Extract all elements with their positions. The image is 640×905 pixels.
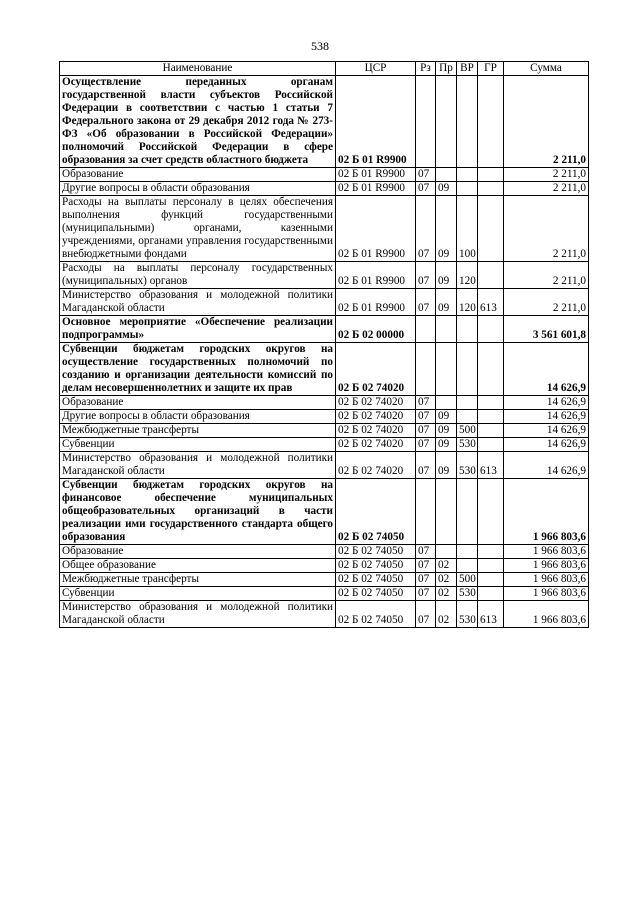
table-row (60, 479, 589, 545)
table-body (60, 76, 589, 628)
cell-vr (457, 316, 478, 343)
cell-name: Образование (60, 396, 336, 410)
cell-csr: 02 Б 02 00000 (336, 316, 416, 343)
cell-rz: 07 (416, 559, 436, 573)
cell-sum: 14 626,9 (504, 343, 589, 396)
cell-pr: 02 (436, 559, 457, 573)
budget-table (59, 61, 589, 628)
cell-csr: 02 Б 01 R9900 (336, 289, 416, 316)
cell-name: Межбюджетные трансферты (60, 573, 336, 587)
cell-pr: 09 (436, 424, 457, 438)
cell-rz (416, 76, 436, 168)
cell-gr (478, 410, 504, 424)
cell-gr (478, 196, 504, 262)
cell-pr: 09 (436, 262, 457, 289)
cell-sum: 14 626,9 (504, 424, 589, 438)
cell-pr: 09 (436, 438, 457, 452)
cell-sum: 14 626,9 (504, 410, 589, 424)
cell-pr (436, 545, 457, 559)
cell-gr (478, 424, 504, 438)
cell-csr: 02 Б 01 R9900 (336, 262, 416, 289)
cell-pr (436, 168, 457, 182)
cell-name: Другие вопросы в области образования (60, 410, 336, 424)
cell-gr (478, 262, 504, 289)
table-row (60, 168, 589, 182)
column-header-rz: Рз (416, 62, 436, 76)
cell-vr: 530 (457, 601, 478, 628)
cell-vr: 500 (457, 424, 478, 438)
table-row (60, 396, 589, 410)
table-row (60, 601, 589, 628)
cell-rz (416, 479, 436, 545)
cell-csr: 02 Б 02 74050 (336, 573, 416, 587)
cell-name: Межбюджетные трансферты (60, 424, 336, 438)
cell-name: Субвенции (60, 587, 336, 601)
cell-gr (478, 479, 504, 545)
cell-gr: 613 (478, 601, 504, 628)
cell-gr (478, 182, 504, 196)
cell-sum: 2 211,0 (504, 289, 589, 316)
cell-pr (436, 479, 457, 545)
cell-pr: 02 (436, 601, 457, 628)
cell-vr (457, 545, 478, 559)
table-row (60, 182, 589, 196)
cell-csr: 02 Б 02 74050 (336, 587, 416, 601)
table-row (60, 424, 589, 438)
cell-gr (478, 168, 504, 182)
table-row (60, 76, 589, 168)
cell-rz: 07 (416, 601, 436, 628)
cell-rz (416, 343, 436, 396)
cell-name: Основное мероприятие «Обеспечение реализации подпрограммы» (60, 316, 336, 343)
cell-rz: 07 (416, 424, 436, 438)
cell-vr: 120 (457, 289, 478, 316)
cell-vr (457, 410, 478, 424)
cell-gr (478, 573, 504, 587)
cell-rz: 07 (416, 587, 436, 601)
cell-rz: 07 (416, 545, 436, 559)
cell-gr (478, 587, 504, 601)
cell-csr: 02 Б 01 R9900 (336, 182, 416, 196)
cell-gr (478, 316, 504, 343)
cell-name: Министерство образования и молодежной политики Магаданской области (60, 452, 336, 479)
table-row (60, 410, 589, 424)
cell-pr: 09 (436, 182, 457, 196)
cell-gr (478, 559, 504, 573)
table-row (60, 438, 589, 452)
cell-name: Субвенции бюджетам городских округов на финансовое обеспечение муниципальных общеобразовательных организаций в части реализации ими государственного стандарта общего образования (60, 479, 336, 545)
cell-sum: 1 966 803,6 (504, 545, 589, 559)
cell-gr (478, 76, 504, 168)
cell-csr: 02 Б 02 74020 (336, 343, 416, 396)
column-header-pr: Пр (436, 62, 457, 76)
cell-name: Общее образование (60, 559, 336, 573)
column-header-gr: ГР (478, 62, 504, 76)
cell-pr (436, 343, 457, 396)
cell-csr: 02 Б 02 74050 (336, 479, 416, 545)
cell-vr: 500 (457, 573, 478, 587)
cell-csr: 02 Б 02 74020 (336, 424, 416, 438)
table-row (60, 343, 589, 396)
cell-vr: 530 (457, 452, 478, 479)
cell-pr (436, 76, 457, 168)
cell-gr (478, 396, 504, 410)
cell-sum: 14 626,9 (504, 438, 589, 452)
cell-vr: 530 (457, 438, 478, 452)
cell-csr: 02 Б 02 74020 (336, 452, 416, 479)
cell-gr (478, 545, 504, 559)
table-row (60, 573, 589, 587)
cell-sum: 2 211,0 (504, 76, 589, 168)
cell-gr (478, 343, 504, 396)
cell-csr: 02 Б 02 74050 (336, 545, 416, 559)
cell-pr: 02 (436, 587, 457, 601)
cell-name: Образование (60, 545, 336, 559)
cell-rz: 07 (416, 452, 436, 479)
cell-rz: 07 (416, 289, 436, 316)
table-row (60, 452, 589, 479)
cell-sum: 2 211,0 (504, 182, 589, 196)
page-number: 538 (311, 39, 329, 53)
cell-sum: 1 966 803,6 (504, 479, 589, 545)
cell-name: Министерство образования и молодежной политики Магаданской области (60, 601, 336, 628)
column-header-vr: ВР (457, 62, 478, 76)
cell-vr (457, 479, 478, 545)
cell-sum: 2 211,0 (504, 196, 589, 262)
cell-rz: 07 (416, 396, 436, 410)
cell-pr: 09 (436, 196, 457, 262)
cell-vr (457, 168, 478, 182)
cell-gr: 613 (478, 289, 504, 316)
cell-csr: 02 Б 02 74020 (336, 410, 416, 424)
cell-rz: 07 (416, 182, 436, 196)
cell-sum: 14 626,9 (504, 396, 589, 410)
cell-rz: 07 (416, 573, 436, 587)
cell-pr: 02 (436, 573, 457, 587)
cell-sum: 3 561 601,8 (504, 316, 589, 343)
cell-name: Образование (60, 168, 336, 182)
cell-sum: 1 966 803,6 (504, 559, 589, 573)
cell-rz (416, 316, 436, 343)
cell-csr: 02 Б 01 R9900 (336, 76, 416, 168)
cell-pr: 09 (436, 289, 457, 316)
cell-sum: 14 626,9 (504, 452, 589, 479)
table-row (60, 196, 589, 262)
table-row (60, 559, 589, 573)
cell-vr (457, 343, 478, 396)
column-header-csr: ЦСР (336, 62, 416, 76)
cell-csr: 02 Б 01 R9900 (336, 196, 416, 262)
cell-name: Другие вопросы в области образования (60, 182, 336, 196)
cell-csr: 02 Б 02 74050 (336, 559, 416, 573)
cell-rz: 07 (416, 168, 436, 182)
cell-csr: 02 Б 02 74020 (336, 438, 416, 452)
cell-sum: 2 211,0 (504, 168, 589, 182)
cell-sum: 2 211,0 (504, 262, 589, 289)
cell-gr (478, 438, 504, 452)
cell-vr (457, 182, 478, 196)
cell-vr (457, 76, 478, 168)
cell-pr (436, 396, 457, 410)
cell-sum: 1 966 803,6 (504, 587, 589, 601)
cell-csr: 02 Б 02 74020 (336, 396, 416, 410)
table-row (60, 316, 589, 343)
table-row (60, 587, 589, 601)
column-header-sum: Сумма (504, 62, 589, 76)
cell-name: Субвенции (60, 438, 336, 452)
cell-sum: 1 966 803,6 (504, 601, 589, 628)
cell-vr: 120 (457, 262, 478, 289)
cell-name: Субвенции бюджетам городских округов на осуществление государственных полномочий по созданию и организации деятельности комиссий по делам несовершеннолетних и защите их прав (60, 343, 336, 396)
cell-sum: 1 966 803,6 (504, 573, 589, 587)
cell-rz: 07 (416, 262, 436, 289)
cell-rz: 07 (416, 410, 436, 424)
cell-vr (457, 396, 478, 410)
cell-pr: 09 (436, 452, 457, 479)
table-row (60, 262, 589, 289)
cell-name: Расходы на выплаты персоналу государственных (муниципальных) органов (60, 262, 336, 289)
cell-vr: 100 (457, 196, 478, 262)
cell-rz: 07 (416, 438, 436, 452)
cell-rz: 07 (416, 196, 436, 262)
cell-name: Осуществление переданных органам государственной власти субъектов Российской Федерации в соответствии с частью 1 статьи 7 Федерального закона от 29 декабря 2012 года № 273-ФЗ «Об образовании в Российской Федерации» полномочий Российской Федерации в сфере образования за счет средств областного бюджета (60, 76, 336, 168)
cell-name: Министерство образования и молодежной политики Магаданской области (60, 289, 336, 316)
cell-pr (436, 316, 457, 343)
table-row (60, 289, 589, 316)
cell-name: Расходы на выплаты персоналу в целях обеспечения выполнения функций государственными (муниципальными) органами, казенными учреждениями, органами управления государственными внебюджетными фондами (60, 196, 336, 262)
cell-pr: 09 (436, 410, 457, 424)
table-header-row (60, 62, 589, 76)
cell-gr: 613 (478, 452, 504, 479)
cell-vr (457, 559, 478, 573)
table-row (60, 545, 589, 559)
cell-csr: 02 Б 01 R9900 (336, 168, 416, 182)
cell-vr: 530 (457, 587, 478, 601)
column-header-name: Наименование (60, 62, 336, 76)
cell-csr: 02 Б 02 74050 (336, 601, 416, 628)
